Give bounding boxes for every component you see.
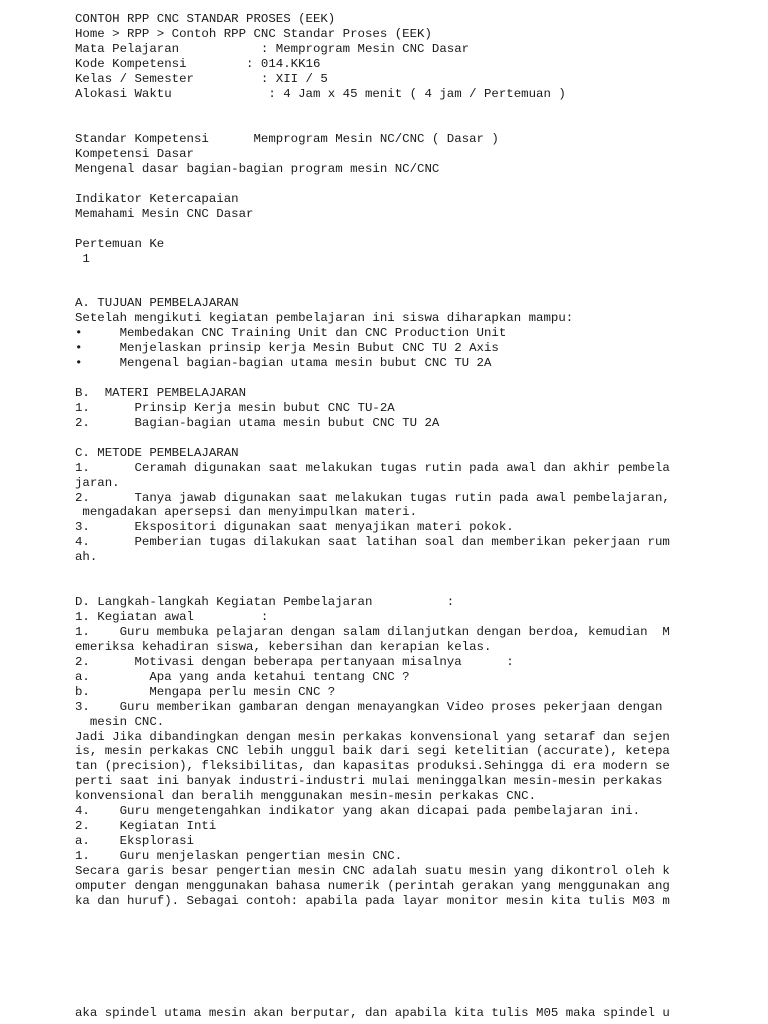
text-line: mengadakan apersepsi dan menyimpulkan materi. xyxy=(75,505,418,520)
text-line xyxy=(75,177,755,192)
text-line: • Menjelaskan prinsip kerja Mesin Bubut CNC TU 2 Axis xyxy=(75,341,499,356)
text-line: Jadi Jika dibandingkan dengan mesin perkakas konvensional yang setaraf dan sejen xyxy=(75,729,670,744)
text-line: Pertemuan Ke xyxy=(75,236,165,251)
text-line: Kompetensi Dasar xyxy=(75,146,194,161)
header-line: CONTOH RPP CNC STANDAR PROSES (EEK) xyxy=(75,12,336,26)
text-line xyxy=(75,431,755,446)
text-line: Memahami Mesin CNC Dasar xyxy=(75,206,254,221)
text-line: 3. Guru memberikan gambaran dengan menayangkan Video proses pekerjaan dengan xyxy=(75,699,663,714)
text-line: a. Apa yang anda ketahui tentang CNC ? xyxy=(75,669,410,684)
text-line: 1. Ceramah digunakan saat melakukan tugas rutin pada awal dan akhir pembela xyxy=(75,460,670,475)
text-line: 2. Motivasi dengan beberapa pertanyaan misalnya : xyxy=(75,654,514,669)
text-line: 3. Ekspositori digunakan saat menyajikan materi pokok. xyxy=(75,520,514,535)
text-line: tan (precision), fleksibilitas, dan kapasitas produksi.Sehingga di era modern se xyxy=(75,759,670,774)
text-line xyxy=(75,580,755,595)
header-line: Home > RPP > Contoh RPP CNC Standar Proses (EEK) xyxy=(75,26,432,41)
document-footer-fragment xyxy=(75,1006,755,1021)
text-line: omputer dengan menggunakan bahasa numerik (perintah gerakan yang menggunakan ang xyxy=(75,878,670,893)
text-line: B. MATERI PEMBELAJARAN xyxy=(75,385,247,400)
text-line xyxy=(75,281,755,296)
text-line: A. TUJUAN PEMBELAJARAN xyxy=(75,296,239,311)
header-line: Mata Pelajaran : Memprogram Mesin CNC Dasar xyxy=(75,41,470,56)
text-line: • Membedakan CNC Training Unit dan CNC Production Unit xyxy=(75,326,507,341)
text-line: 2. Tanya jawab digunakan saat melakukan tugas rutin pada awal pembelajaran, xyxy=(75,490,670,505)
text-line xyxy=(75,222,755,237)
text-line: perti saat ini banyak industri-industri mulai meninggalkan mesin-mesin perkakas xyxy=(75,774,663,789)
text-line: a. Eksplorasi xyxy=(75,834,194,849)
text-line: Indikator Ketercapaian xyxy=(75,191,239,206)
text-line: D. Langkah-langkah Kegiatan Pembelajaran : xyxy=(75,595,455,610)
text-line: 1. Prinsip Kerja mesin bubut CNC TU-2A xyxy=(75,400,395,415)
text-line: 4. Guru mengetengahkan indikator yang akan dicapai pada pembelajaran ini. xyxy=(75,804,641,819)
text-line xyxy=(75,371,755,386)
text-line: 1. Guru membuka pelajaran dengan salam dilanjutkan dengan berdoa, kemudian M xyxy=(75,624,670,639)
text-line: • Mengenal bagian-bagian utama mesin bubut CNC TU 2A xyxy=(75,356,492,371)
document-header xyxy=(75,12,755,102)
text-line: Mengenal dasar bagian-bagian program mesin NC/CNC xyxy=(75,161,440,176)
text-line: ah. xyxy=(75,550,98,565)
text-line: C. METODE PEMBELAJARAN xyxy=(75,445,239,460)
text-line: Secara garis besar pengertian mesin CNC adalah suatu mesin yang dikontrol oleh k xyxy=(75,863,670,878)
text-line: aka spindel utama mesin akan berputar, dan apabila kita tulis M05 maka spindel u xyxy=(75,1006,670,1020)
document-body xyxy=(75,132,755,909)
text-line: 1 xyxy=(75,251,90,266)
text-line: is, mesin perkakas CNC lebih unggul baik dari segi ketelitian (accurate), ketepa xyxy=(75,744,670,759)
text-line: 1. Kegiatan awal : xyxy=(75,610,269,624)
text-line: b. Mengapa perlu mesin CNC ? xyxy=(75,684,336,699)
text-line xyxy=(75,565,755,580)
header-line: Alokasi Waktu : 4 Jam x 45 menit ( 4 jam / Pertemuan ) xyxy=(75,86,566,101)
text-line: mesin CNC. xyxy=(75,714,165,729)
header-line: Kode Kompetensi : 014.KK16 xyxy=(75,56,321,71)
text-line: 4. Pemberian tugas dilakukan saat latihan soal dan memberikan pekerjaan rum xyxy=(75,535,670,550)
text-line: emeriksa kehadiran siswa, kebersihan dan kerapian kelas. xyxy=(75,639,492,654)
text-line: Setelah mengikuti kegiatan pembelajaran ini siswa diharapkan mampu: xyxy=(75,311,574,326)
text-line: ka dan huruf). Sebagai contoh: apabila pada layar monitor mesin kita tulis M03 m xyxy=(75,893,670,908)
header-line: Kelas / Semester : XII / 5 xyxy=(75,71,328,86)
text-line: 2. Kegiatan Inti xyxy=(75,819,217,834)
text-line: Standar Kompetensi Memprogram Mesin NC/CNC ( Dasar ) xyxy=(75,132,499,146)
text-line: 2. Bagian-bagian utama mesin bubut CNC TU 2A xyxy=(75,415,440,430)
text-line: konvensional dan beralih menggunakan mesin-mesin perkakas CNC. xyxy=(75,789,537,804)
text-line: 1. Guru menjelaskan pengertian mesin CNC. xyxy=(75,849,403,863)
text-line xyxy=(75,266,755,281)
text-line: jaran. xyxy=(75,475,120,490)
